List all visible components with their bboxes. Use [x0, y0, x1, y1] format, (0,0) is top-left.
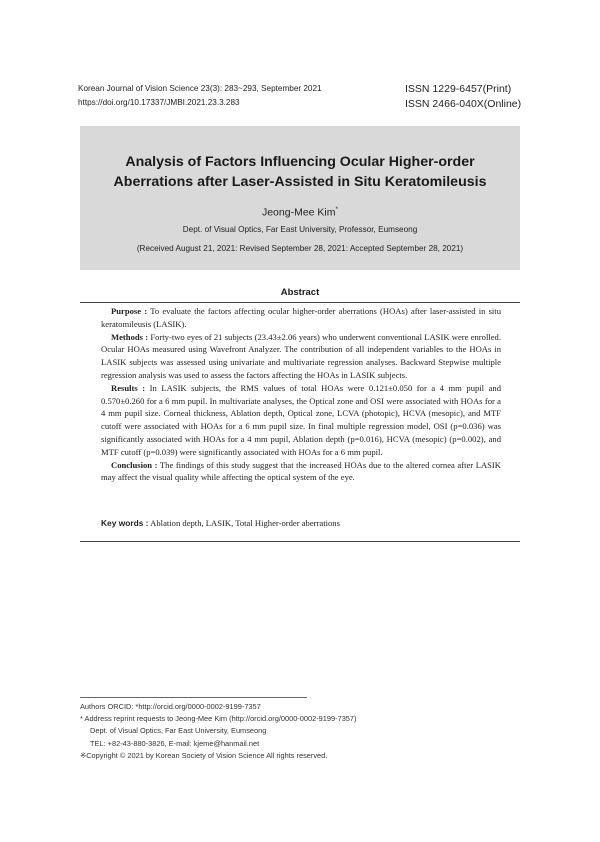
footnote-rule	[80, 697, 307, 698]
contact-note: TEL: +82-43-880-3826, E-mail: kjeme@hanmail.net	[90, 738, 260, 748]
title-line-1: Analysis of Factors Influencing Ocular Higher-order	[125, 154, 475, 170]
abstract-body	[101, 305, 501, 484]
reprint-note: * Address reprint requests to Jeong-Mee Kim (http://orcid.org/0000-0002-9199-7357)	[80, 714, 357, 724]
results-label: Results :	[111, 382, 146, 393]
received-dates: (Received August 21, 2021: Revised September 28, 2021: Accepted September 28, 2021)	[136, 244, 464, 253]
author-mark: *	[335, 206, 339, 213]
abstract-conclusion	[101, 459, 501, 485]
doi-link[interactable]: https://doi.org/10.17337/JMBI.2021.23.3.283	[78, 98, 240, 107]
conclusion-text: The findings of this study suggest that the increased HOAs due to the altered cornea after LASIK may affect the visual quality while affecting the optical system of the eye.	[101, 459, 501, 483]
issn-print: ISSN 1229-6457(Print)	[405, 83, 512, 95]
dept-note: Dept. of Visual Optics, Far East University, Eumseong	[90, 726, 267, 736]
title-line-2: Aberrations after Laser-Assisted in Situ Keratomileusis	[113, 174, 487, 190]
keywords-text: Ablation depth, LASIK, Total Higher-order aberrations	[150, 518, 340, 528]
abstract-results	[101, 382, 501, 459]
methods-label: Methods :	[111, 331, 149, 342]
abstract-heading: Abstract	[280, 287, 320, 298]
author-affiliation: Dept. of Visual Optics, Far East University, Professor, Eumseong	[182, 225, 418, 234]
orcid-note: Authors ORCID: *http://orcid.org/0000-0002-9199-7357	[80, 702, 261, 711]
abstract-methods	[101, 331, 501, 382]
purpose-label: Purpose :	[111, 306, 148, 316]
footnotes	[80, 701, 356, 762]
keywords-line	[101, 518, 340, 528]
purpose-text: To evaluate the factors affecting ocular higher-order aberrations (HOAs) after laser-assisted in situ keratomileusis (LASIK).	[101, 306, 501, 329]
abstract-bottom-rule	[80, 541, 520, 542]
author-line	[80, 206, 520, 219]
paper-title	[80, 152, 520, 192]
abstract-purpose	[101, 305, 501, 331]
title-box	[80, 126, 520, 270]
abstract-top-rule	[80, 302, 520, 303]
author-name: Jeong-Mee Kim	[261, 206, 336, 219]
methods-text: Forty-two eyes of 21 subjects (23.43±2.06 years) who underwent conventional LASIK were enrolled. Ocular HOAs measured using Wavefront Analyzer. The contribution of all independent variables to the HOAs in LASIK subjects was assessed using univariate and multivariate regression analyses. Backward Stepwise multiple regression analysis was used to assess the factors affecting the HOAs in LASIK subjects.	[101, 331, 502, 380]
conclusion-label: Conclusion :	[111, 459, 158, 470]
copyright-note: ※Copyright © 2021 by Korean Society of Vision Science All rights reserved.	[80, 750, 328, 760]
journal-header	[78, 82, 322, 110]
issn-online: ISSN 2466-040X(Online)	[405, 98, 522, 110]
issn-block	[405, 82, 521, 112]
keywords-label: Key words :	[101, 518, 149, 528]
results-text: In LASIK subjects, the RMS values of total HOAs were 0.121±0.050 for a 4 mm pupil and 0.570±0.260 for a 6 mm pupil. In multivariate analyses, the Optical zone and OSI were associated with HOAs for a 4 mm pupil size. Corneal thickness, Ablation depth, Optical zone, LCVA (photopic), HCVA (mesopic), and MTF cutoff were associated with HOAs for a 6 mm pupil size. In final multiple regression model, OSI (p=0.036) was significantly associated with HOAs for a 4 mm pupil, Ablation depth (p=0.016), HCVA (mesopic) (p=0.002), and MTF cutoff (p=0.039) were significantly associated with HOAs for a 6 mm pupil.	[101, 382, 501, 457]
journal-citation: Korean Journal of Vision Science 23(3): 283~293, September 2021	[78, 84, 322, 93]
